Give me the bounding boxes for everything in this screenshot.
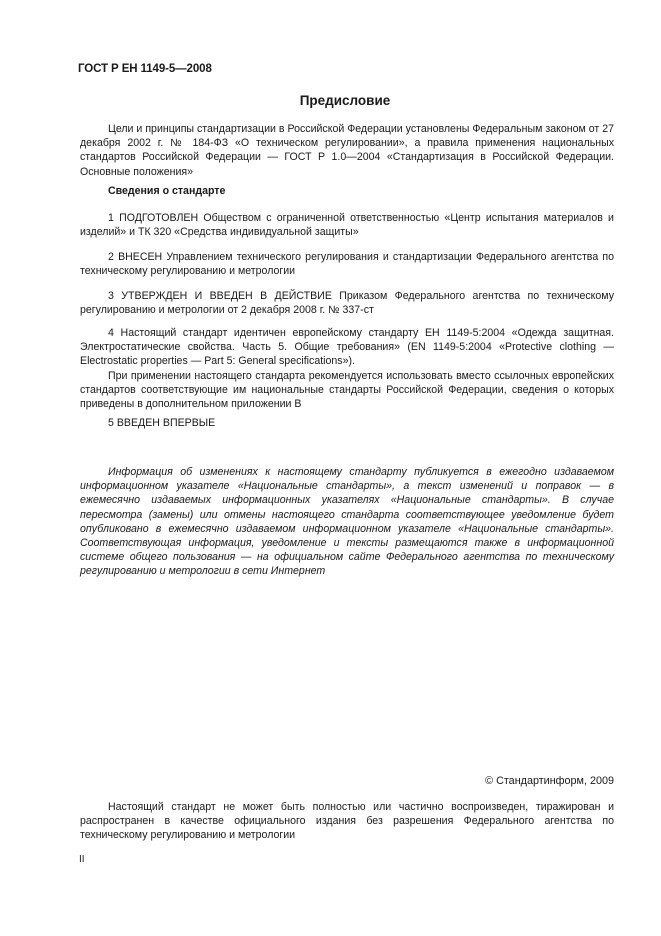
- info-notice: Информация об изменениях к настоящему стандарту публикуется в ежегодно издаваемом информационном указателе «Национальные стандарты», а текст изменений и поправок — в ежемесячно издаваемых информационных указателях «Национальные стандарты». В случае пересмотра (замены) или отмены настоящего стандарта соответствующее уведомление будет опубликовано в ежемесячно издаваемом информационном указателе «Национальные стандарты». Соответствующая информация, уведомление и тексты размещаются также в информационной системе общего пользования — на официальном сайте Федерального агентства по техническому регулированию и метрологии в сети Интернет: [80, 466, 614, 578]
- standard-info-heading: Сведения о стандарте: [108, 185, 226, 197]
- item-4-note: При применении настоящего стандарта рекомендуется использовать вместо ссылочных европейских стандартов соответствующие им национальные стандарты Российской Федерации, сведения о которых приведены в дополнительном приложении В: [80, 370, 614, 411]
- item-4-number: 4: [108, 327, 114, 339]
- item-1-text: Обществом с ограниченной ответственностью «Центр испытания материалов и изделий» и ТК 320 «Средства индивидуальной защиты»: [80, 212, 614, 239]
- page-number: II: [79, 854, 85, 865]
- intro-paragraph: Цели и принципы стандартизации в Российской Федерации установлены Федеральным законом от 27 декабря 2002 г. № 184-ФЗ «О техническом регулировании», а правила применения национальных стандартов Российской Федерации — ГОСТ Р 1.0—2004 «Стандартизация в Российской Федерации. Основные положения»: [80, 123, 614, 178]
- item-1-number: 1: [108, 212, 114, 224]
- item-2-label: ВНЕСЕН: [118, 251, 163, 263]
- document-code-header: ГОСТ Р ЕН 1149-5—2008: [78, 63, 212, 75]
- item-1-label: ПОДГОТОВЛЕН: [119, 212, 199, 224]
- item-3-number: 3: [108, 290, 114, 302]
- item-2-text: Управлением технического регулирования и стандартизации Федерального агентства по техническому регулированию и метрологии: [80, 251, 614, 278]
- item-3-text: Приказом Федерального агентства по техническому регулированию и метрологии от 2 декабря 2008 г. № 337-ст: [80, 290, 614, 317]
- item-5: [80, 416, 614, 430]
- page-title: Предисловие: [299, 93, 391, 108]
- item-3: [80, 289, 614, 317]
- item-1: [80, 211, 614, 239]
- item-4: [80, 326, 614, 369]
- item-2: [80, 250, 614, 278]
- item-5-label: ВВЕДЕН ВПЕРВЫЕ: [116, 417, 216, 429]
- item-2-number: 2: [108, 251, 114, 263]
- copyright: © Стандартинформ, 2009: [485, 775, 614, 787]
- item-5-number: 5: [108, 417, 114, 429]
- item-3-label: УТВЕРЖДЕН И ВВЕДЕН В ДЕЙСТВИЕ: [121, 290, 332, 302]
- reproduction-notice: Настоящий стандарт не может быть полностью или частично воспроизведен, тиражирован и распространен в качестве официального издания без разрешения Федерального агентства по техническому регулированию и метрологии: [80, 801, 614, 842]
- item-4-text: Настоящий стандарт идентичен европейскому стандарту ЕН 1149-5:2004 «Одежда защитная. Электростатические свойства. Часть 5. Общие требования» (EN 1149-5:2004 «Protective clothing — Electrostatic properties — Part 5: General specifications»).: [80, 327, 614, 368]
